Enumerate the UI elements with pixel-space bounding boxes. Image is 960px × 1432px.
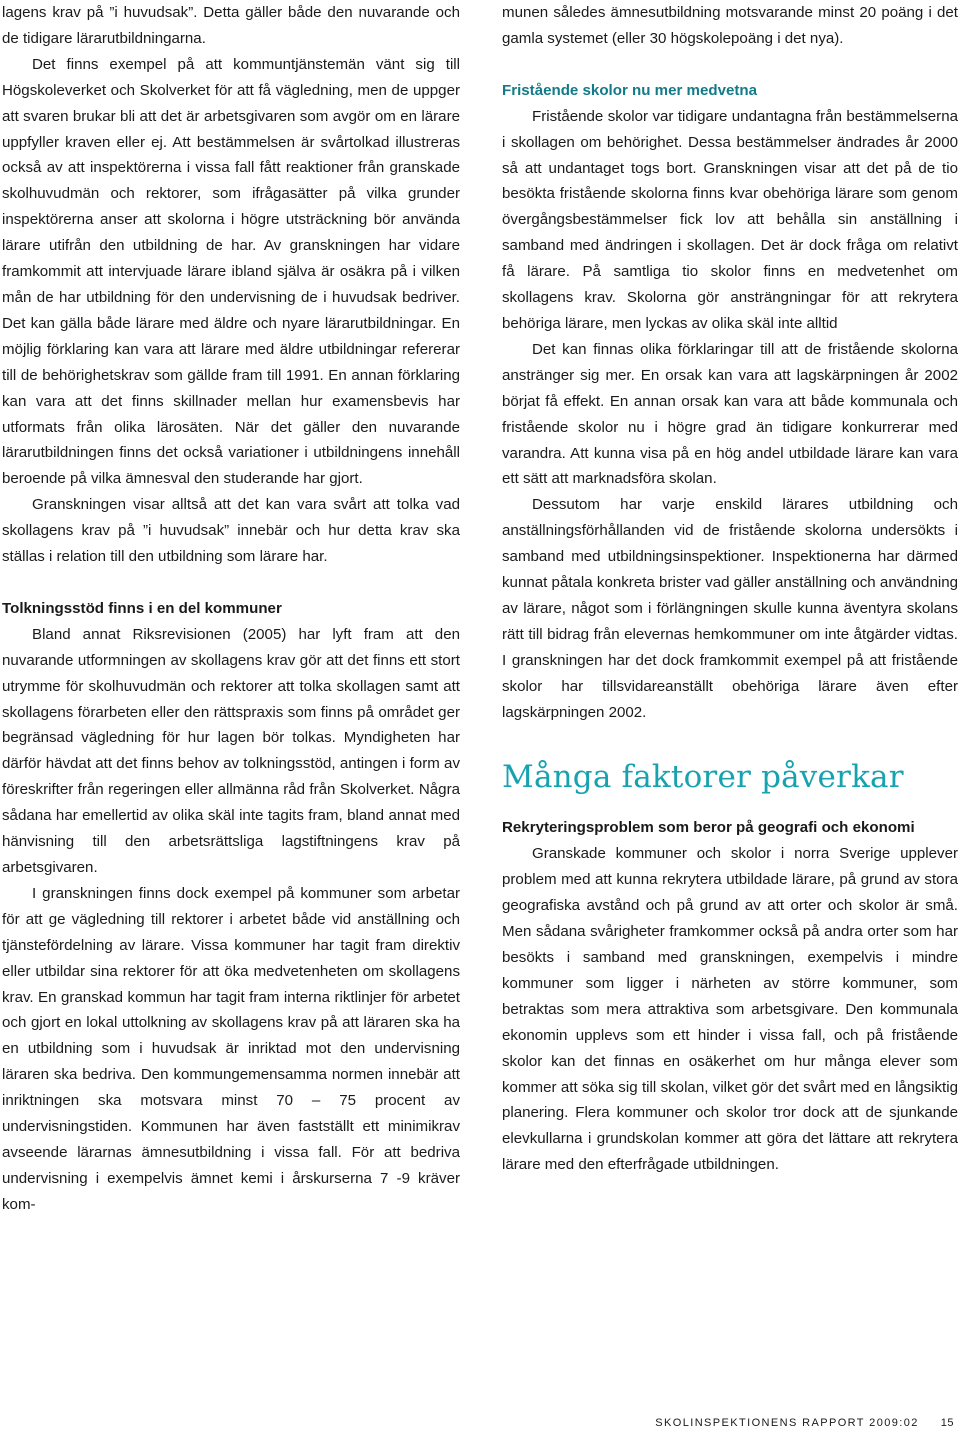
paragraph: munen således ämnesutbildning motsvarande minst 20 poäng i det gamla systemet (eller 30 högskolepoäng i det nya).: [502, 4, 958, 47]
paragraph: I granskningen finns dock exempel på kommuner som arbetar för att ge vägledning till rektorer i arbetet både vid anställning och tjänstefördelning av lärare. Vissa kommuner har tagit fram direktiv eller utbildar sina rektorer för att öka medvetenheten om skollagens krav. En granskad kommun har tagit fram interna riktlinjer för arbetet och gjort en lokal uttolkning av skollagens krav på att läraren ska ha en utbildning som i huvudsak är inriktad mot den undervisning läraren ska bedriva. Den kommungemensamma normen innebär att inriktningen ska motsvara minst 70 – 75 procent av undervisningstiden. Kommunen har även fastställt ett minimikrav avseende lärarnas ämnesutbildning i vissa fall. För att bedriva undervisning i exempelvis ämnet kemi i årskurserna 7 -9 kräver kom-: [2, 884, 460, 1213]
paragraph: Bland annat Riksrevisionen (2005) har lyft fram att den nuvarande utformningen av skollagens krav gör att det finns ett stort utrymme för skolhuvudmän och rektorer att tolka skollagen samt att skollagens förarbeten eller den rättspraxis som finns på området ger begränsad vägledning för hur lagen bör tolkas. Myndigheten har därför hävdat att det finns behov av tolkningsstöd, antingen i form av föreskrifter från regeringen eller allmänna råd från Skolverket. Några sådana har emellertid av olika skäl inte tagits fram, bland annat med hänvisning till den arbetsrättsliga lagstiftningens krav på arbetsgivaren.: [2, 625, 460, 876]
left-column: [2, 0, 460, 1218]
paragraph: Det finns exempel på att kommuntjänstemän vänt sig till Högskoleverket och Skolverket för att få vägledning, men de uppger att svaren brukar bli att det är arbetsgivaren som avgör om en lärare uppfyller kraven eller ej. Att bestämmelsen är svårtolkad illustreras också av att inspektörerna i vissa fall fått reaktioner från granskade skolhuvudmän och rektorer, som ifrågasätter på vilka grunder inspektörerna anser att skolorna i högre utsträckning bör använda lärare utifrån den utbildning de har. Av granskningen har vidare framkommit att intervjuade lärare ibland själva är osäkra på i vilken mån de har utbildning för den undervisning de i huvudsak bedriver. Det kan gälla både lärare med äldre och nyare lärarutbildningar. En möjlig förklaring kan vara att lärare med äldre utbildningar refererar till de behörighetskrav som gällde fram till 1991. En annan förklaring kan vara att det finns skillnader mellan hur examensbevis har utformats från olika lärosäten. När det gäller den nuvarande lärarutbildningen finns det också variationer i utbildningens innehåll beroende på vilka ämnesval den studerande har gjort.: [2, 55, 460, 488]
subheading: Tolkningsstöd finns i en del kommuner: [2, 599, 282, 617]
page-footer: [655, 1417, 954, 1429]
section-title: Många faktorer påverkar: [502, 759, 904, 796]
paragraph: Dessutom har varje enskild lärares utbildning och anställningsförhållanden vid de fristående skolorna undersökts i samband med utbildningsinspektioner. Inspektionerna har därmed kunnat påtala konkreta brister vad gäller anställning och användning av lärare, något som i förlängningen skulle kunna äventyra skolans rätt till bidrag från elevernas hemkommuner om inte åtgärder vidtas. I granskningen har det dock framkommit exempel på att fristående skolor har tillsvidareanställt obehöriga lärare även efter lagskärpningen 2002.: [502, 496, 958, 721]
paragraph: Granskade kommuner och skolor i norra Sverige upplever problem med att kunna rekrytera utbildade lärare, på grund av stora geografiska avstånd och på grund av att orter och skolor är små. Men sådana svårigheter framkommer också på andra orter som har besökts i samband med granskningen, exempelvis i mindre kommuner som ligger i närheten av större kommuner, som betraktas som mera attraktiva som arbetsgivare. Den kommunala ekonomin upplevs som ett hinder i vissa fall, och på fristående skolor kan det finnas en osäkerhet om hur många elever som kommer att söka sig till skolan, vilket gör det svårt med en långsiktig planering. Flera kommuner och skolor tror dock att de sjunkande elevkullarna i grundskolan kommer att göra det lättare att rekrytera lärare med den efterfrågade utbildningen.: [502, 845, 958, 1174]
right-column: [502, 0, 958, 1178]
paragraph: lagens krav på ”i huvudsak”. Detta gäller både den nuvarande och de tidigare lärarutbildningarna.: [2, 4, 460, 47]
page-number: 15: [940, 1417, 954, 1429]
paragraph: Det kan finnas olika förklaringar till att de fristående skolorna anstränger sig mer. En orsak kan vara att lagskärpningen år 2002 börjat få effekt. En annan orsak kan vara att både kommunala och fristående skolor nu i högre grad än tidigare konkurrerar med varandra. Att kunna visa på en hög andel utbildade lärare kan vara ett sätt att marknadsföra skolan.: [502, 340, 958, 488]
paragraph: Fristående skolor var tidigare undantagna från bestämmelserna i skollagen om behörighet. Dessa bestämmelser ändrades år 2000 så att undantaget togs bort. Granskningen visar att det på de tio besökta fristående skolorna finns kvar obehöriga lärare som genom övergångsbestämmelser fick lov att behålla sin anställning i samband med ändringen i skollagen. Det är dock fråga om relativt få lärare. På samtliga tio skolor finns en medvetenhet om skollagens krav. Skolorna gör ansträngningar för att rekrytera behöriga lärare, men lyckas av olika skäl inte alltid: [502, 107, 958, 332]
subheading: Rekryteringsproblem som beror på geografi och ekonomi: [502, 819, 915, 837]
paragraph: Granskningen visar alltså att det kan vara svårt att tolka vad skollagens krav på ”i huvudsak” innebär och hur detta krav ska ställas i relation till den utbildning som lärare har.: [2, 496, 460, 566]
subheading: Fristående skolor nu mer medvetna: [502, 81, 757, 99]
report-name: SKOLINSPEKTIONENS RAPPORT 2009:02: [655, 1417, 919, 1429]
